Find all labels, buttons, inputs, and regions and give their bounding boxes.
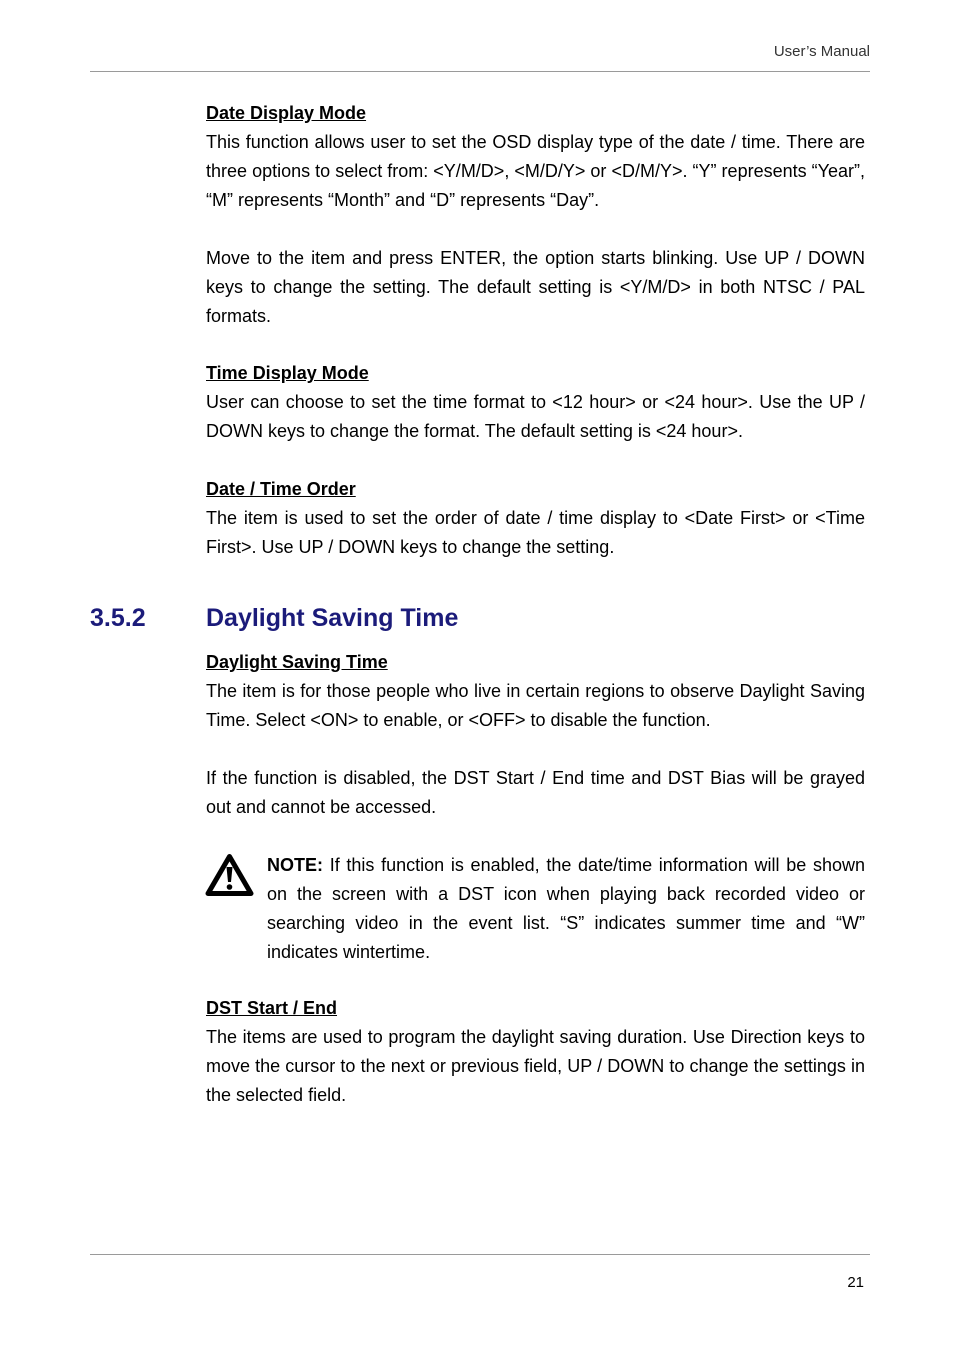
section-title: Daylight Saving Time: [206, 604, 459, 632]
dst-start-end-heading: DST Start / End: [206, 998, 338, 1018]
header-divider: [90, 71, 870, 72]
date-time-order-section: [206, 475, 865, 562]
date-time-order-para1: The item is used to set the order of date / time display to <Date First> or <Time First>. Use UP / DOWN keys to change the setting.: [206, 508, 865, 557]
daylight-saving-para2: If the function is disabled, the DST Start / End time and DST Bias will be grayed out and cannot be accessed.: [206, 768, 865, 817]
date-display-mode-para1: This function allows user to set the OSD display type of the date / time. There are three options to select from: <Y/M/D>, <M/D/Y> or <D/M/Y>. “Y” represents “Year”, “M” represents “Month” and “D” represents “Day”.: [206, 132, 865, 210]
date-display-mode-heading: Date Display Mode: [206, 103, 367, 123]
note-text: [267, 851, 865, 967]
time-display-mode-para1: User can choose to set the time format to <12 hour> or <24 hour>. Use the UP / DOWN keys to change the format. The default setting is <24 hour>.: [206, 392, 865, 441]
note-label: NOTE:: [267, 855, 323, 875]
footer-divider: [90, 1254, 870, 1255]
daylight-saving-heading: Daylight Saving Time: [206, 652, 388, 672]
date-time-order-heading: Date / Time Order: [206, 479, 356, 499]
dst-start-end-section: [206, 994, 865, 1110]
daylight-saving-para1: The item is for those people who live in certain regions to observe Daylight Saving Time. Select <ON> to enable, or <OFF> to disable the function.: [206, 681, 865, 730]
daylight-saving-section: [206, 648, 865, 822]
date-display-mode-para2: Move to the item and press ENTER, the option starts blinking. Use UP / DOWN keys to change the setting. The default setting is <Y/M/D> in both NTSC / PAL formats.: [206, 248, 865, 326]
page-number: 21: [847, 1274, 864, 1291]
time-display-mode-heading: Time Display Mode: [206, 363, 369, 383]
warning-icon: [205, 853, 254, 897]
note-body: If this function is enabled, the date/time information will be shown on the screen with a DST icon when playing back recorded video or searching video in the event list. “S” indicates summer time and “W” indicates wintertime.: [267, 855, 865, 962]
time-display-mode-section: [206, 359, 865, 446]
date-display-mode-section: [206, 99, 865, 331]
section-number: 3.5.2: [90, 604, 146, 632]
header-title: User’s Manual: [773, 43, 870, 60]
dst-start-end-para1: The items are used to program the daylight saving duration. Use Direction keys to move the cursor to the next or previous field, UP / DOWN to change the settings in the selected field.: [206, 1027, 865, 1105]
